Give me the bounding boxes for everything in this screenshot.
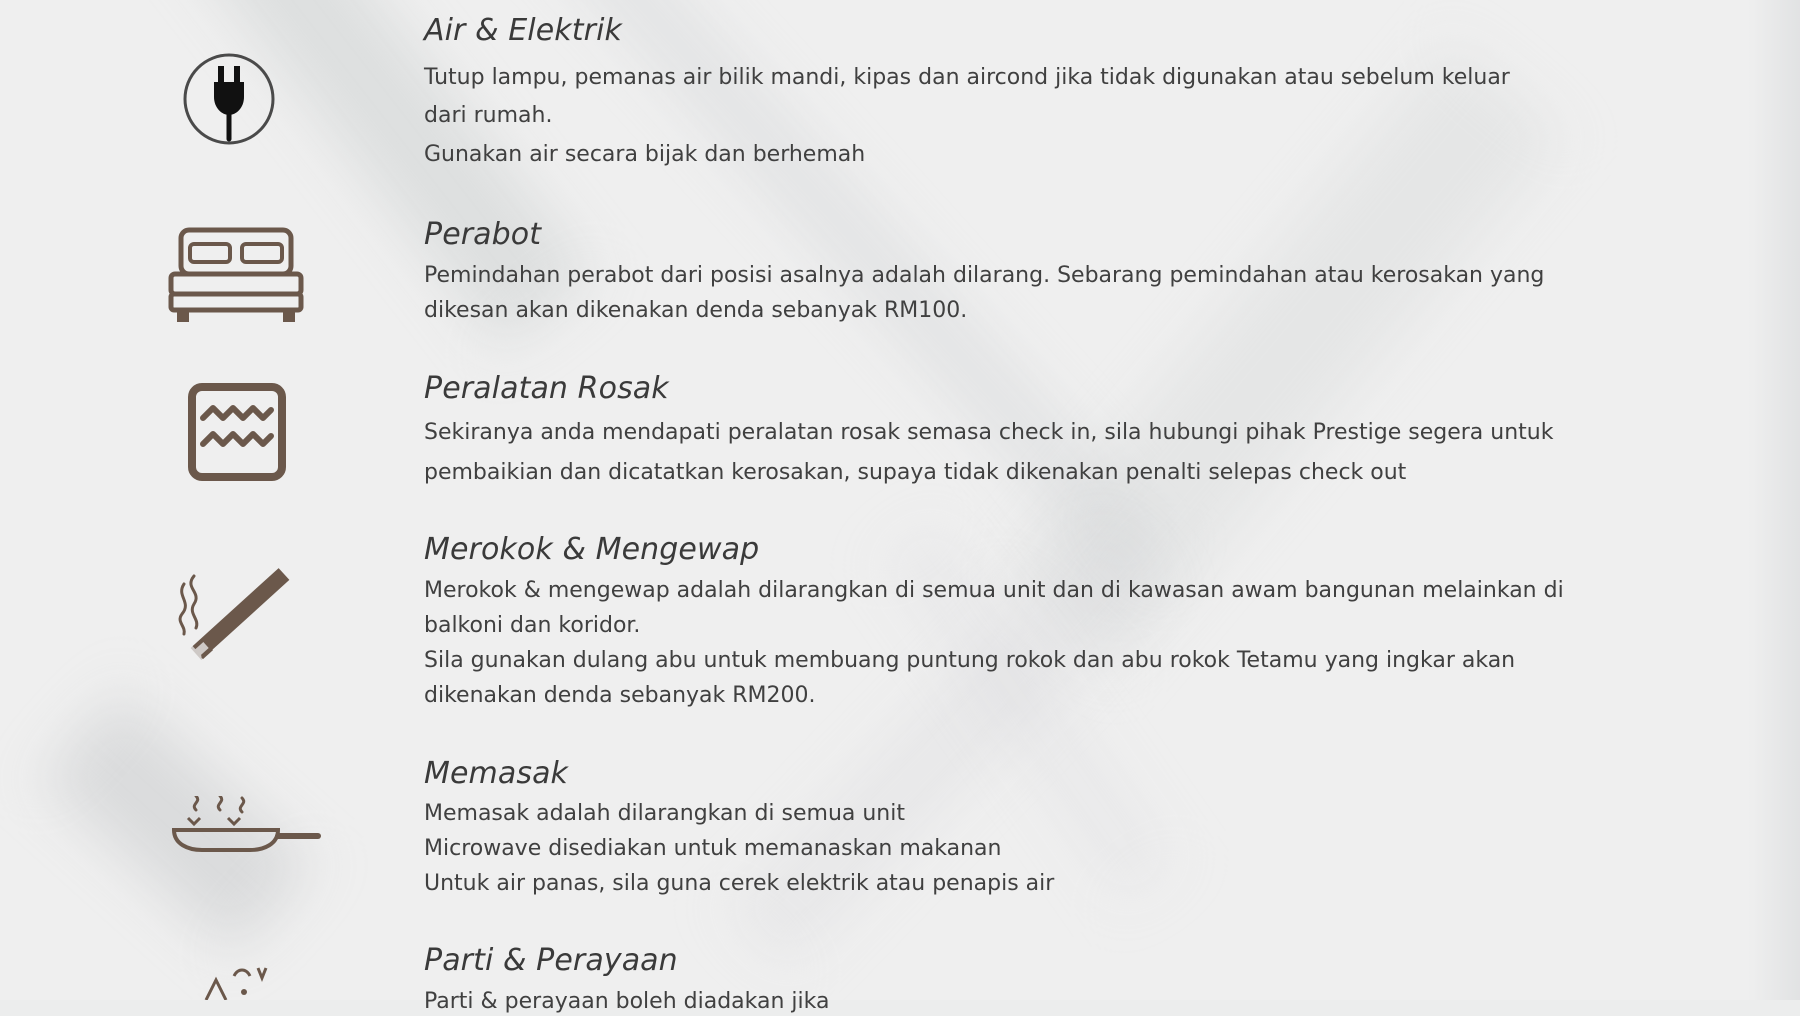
party-icon: [200, 966, 280, 1000]
section-text-line: dikesan akan dikenakan denda sebanyak RM100.: [424, 298, 968, 323]
damaged-equipment-icon: [185, 380, 289, 484]
section-text-line: Pemindahan perabot dari posisi asalnya adalah dilarang. Sebarang pemindahan atau kerosakan yang: [424, 263, 1545, 288]
section-title: Peralatan Rosak: [424, 371, 669, 406]
section-text-line: Untuk air panas, sila guna cerek elektrik atau penapis air: [424, 871, 1055, 896]
section-text-line: Gunakan air secara bijak dan berhemah: [424, 142, 866, 167]
section-title: Merokok & Mengewap: [424, 532, 760, 567]
section-text-line: dikenakan denda sebanyak RM200.: [424, 683, 816, 708]
cigarette-icon: [176, 566, 294, 664]
section-text-line: Memasak adalah dilarangkan di semua unit: [424, 801, 905, 826]
cooking-pan-icon: [168, 796, 328, 866]
section-title: Air & Elektrik: [424, 13, 622, 48]
section-title: Perabot: [424, 217, 542, 252]
section-text-line: Parti & perayaan boleh diadakan jika: [424, 989, 830, 1014]
section-text-line: Sila gunakan dulang abu untuk membuang puntung rokok dan abu rokok Tetamu yang ingkar akan: [424, 648, 1516, 673]
section-text-line: balkoni dan koridor.: [424, 613, 641, 638]
power-plug-icon: [178, 48, 280, 150]
section-title: Parti & Perayaan: [424, 943, 678, 978]
section-text-line: Sekiranya anda mendapati peralatan rosak semasa check in, sila hubungi pihak Prestige segera untuk: [424, 420, 1554, 445]
section-text-line: dari rumah.: [424, 103, 553, 128]
bed-icon: [166, 224, 306, 328]
section-text-line: pembaikian dan dicatatkan kerosakan, supaya tidak dikenakan penalti selepas check out: [424, 460, 1407, 485]
section-text-line: Merokok & mengewap adalah dilarangkan di semua unit dan di kawasan awam bangunan melainkan di: [424, 578, 1564, 603]
section-text-line: Microwave disediakan untuk memanaskan makanan: [424, 836, 1002, 861]
section-text-line: Tutup lampu, pemanas air bilik mandi, kipas dan aircond jika tidak digunakan atau sebelum keluar: [424, 65, 1510, 90]
section-title: Memasak: [424, 756, 569, 791]
